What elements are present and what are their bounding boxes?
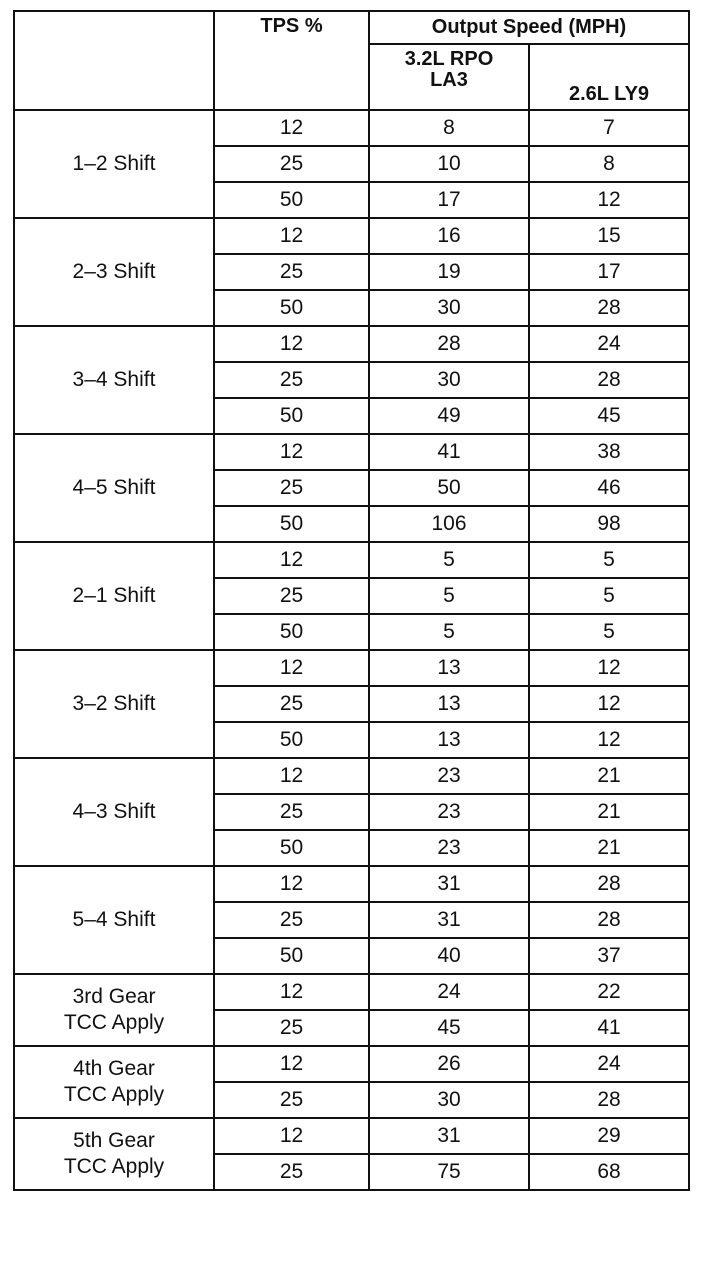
tps-cell: 25: [214, 470, 369, 506]
shift-label: 3–4 Shift: [14, 326, 214, 434]
tps-cell: 25: [214, 1154, 369, 1190]
speed-26-cell: 7: [529, 110, 689, 146]
speed-32-cell: 26: [369, 1046, 529, 1082]
shift-label: 4th Gear TCC Apply: [14, 1046, 214, 1118]
shift-label: 5th Gear TCC Apply: [14, 1118, 214, 1190]
speed-32-cell: 19: [369, 254, 529, 290]
speed-26-cell: 68: [529, 1154, 689, 1190]
speed-32-cell: 5: [369, 614, 529, 650]
table-row: [14, 866, 689, 902]
speed-32-cell: 23: [369, 758, 529, 794]
speed-26-cell: 46: [529, 470, 689, 506]
speed-26-cell: 5: [529, 614, 689, 650]
blank-header-cell: [14, 11, 214, 110]
speed-32-cell: 30: [369, 362, 529, 398]
tps-cell: 12: [214, 218, 369, 254]
speed-26-cell: 17: [529, 254, 689, 290]
speed-32-cell: 31: [369, 902, 529, 938]
speed-32-cell: 13: [369, 722, 529, 758]
tps-cell: 12: [214, 758, 369, 794]
table-row: [14, 758, 689, 794]
tps-cell: 25: [214, 686, 369, 722]
tps-cell: 12: [214, 650, 369, 686]
tps-cell: 12: [214, 1046, 369, 1082]
table-row: [14, 326, 689, 362]
speed-26-cell: 21: [529, 758, 689, 794]
speed-32-cell: 75: [369, 1154, 529, 1190]
speed-32-cell: 5: [369, 542, 529, 578]
speed-26-cell: 12: [529, 686, 689, 722]
tps-cell: 25: [214, 794, 369, 830]
tps-cell: 12: [214, 974, 369, 1010]
engine-32-header: 3.2L RPO LA3: [369, 44, 529, 110]
speed-26-cell: 21: [529, 794, 689, 830]
tps-cell: 50: [214, 290, 369, 326]
shift-label: 3–2 Shift: [14, 650, 214, 758]
tps-cell: 12: [214, 110, 369, 146]
speed-32-cell: 41: [369, 434, 529, 470]
speed-32-cell: 5: [369, 578, 529, 614]
speed-26-cell: 15: [529, 218, 689, 254]
speed-32-cell: 8: [369, 110, 529, 146]
speed-32-cell: 24: [369, 974, 529, 1010]
speed-32-cell: 23: [369, 830, 529, 866]
tps-cell: 50: [214, 938, 369, 974]
tps-cell: 25: [214, 1082, 369, 1118]
speed-32-cell: 45: [369, 1010, 529, 1046]
speed-26-cell: 24: [529, 326, 689, 362]
speed-32-cell: 10: [369, 146, 529, 182]
shift-speed-table: [13, 10, 690, 1191]
table-row: [14, 650, 689, 686]
speed-26-cell: 28: [529, 866, 689, 902]
speed-32-cell: 30: [369, 1082, 529, 1118]
speed-26-cell: 12: [529, 650, 689, 686]
tps-cell: 25: [214, 578, 369, 614]
speed-32-cell: 40: [369, 938, 529, 974]
speed-26-cell: 24: [529, 1046, 689, 1082]
speed-32-cell: 28: [369, 326, 529, 362]
speed-26-cell: 28: [529, 1082, 689, 1118]
shift-label: 2–1 Shift: [14, 542, 214, 650]
speed-26-cell: 28: [529, 290, 689, 326]
table-row: [14, 110, 689, 146]
tps-cell: 12: [214, 866, 369, 902]
tps-cell: 50: [214, 398, 369, 434]
tps-header: TPS %: [214, 11, 369, 110]
speed-32-cell: 49: [369, 398, 529, 434]
tps-cell: 50: [214, 506, 369, 542]
table-body: [14, 110, 689, 1190]
speed-26-cell: 12: [529, 182, 689, 218]
table-row: [14, 218, 689, 254]
speed-32-cell: 16: [369, 218, 529, 254]
speed-32-cell: 13: [369, 650, 529, 686]
speed-26-cell: 29: [529, 1118, 689, 1154]
tps-cell: 12: [214, 542, 369, 578]
speed-26-cell: 12: [529, 722, 689, 758]
tps-cell: 50: [214, 182, 369, 218]
tps-cell: 50: [214, 722, 369, 758]
engine-26-header: 2.6L LY9: [529, 44, 689, 110]
tps-cell: 12: [214, 1118, 369, 1154]
tps-cell: 12: [214, 326, 369, 362]
table-row: [14, 434, 689, 470]
speed-26-cell: 28: [529, 362, 689, 398]
speed-26-cell: 22: [529, 974, 689, 1010]
speed-26-cell: 28: [529, 902, 689, 938]
speed-32-cell: 17: [369, 182, 529, 218]
shift-label: 4–5 Shift: [14, 434, 214, 542]
speed-26-cell: 41: [529, 1010, 689, 1046]
table-header: [14, 11, 689, 110]
shift-label: 5–4 Shift: [14, 866, 214, 974]
shift-label: 2–3 Shift: [14, 218, 214, 326]
speed-32-cell: 13: [369, 686, 529, 722]
table-row: [14, 1046, 689, 1082]
speed-26-cell: 21: [529, 830, 689, 866]
tps-cell: 12: [214, 434, 369, 470]
table-row: [14, 974, 689, 1010]
speed-26-cell: 98: [529, 506, 689, 542]
speed-32-cell: 23: [369, 794, 529, 830]
shift-label: 1–2 Shift: [14, 110, 214, 218]
tps-cell: 50: [214, 614, 369, 650]
speed-26-cell: 37: [529, 938, 689, 974]
speed-32-cell: 30: [369, 290, 529, 326]
tps-cell: 25: [214, 146, 369, 182]
speed-26-cell: 5: [529, 578, 689, 614]
speed-26-cell: 45: [529, 398, 689, 434]
tps-cell: 25: [214, 1010, 369, 1046]
tps-cell: 25: [214, 362, 369, 398]
output-speed-header: Output Speed (MPH): [369, 11, 689, 44]
tps-cell: 25: [214, 902, 369, 938]
tps-cell: 25: [214, 254, 369, 290]
speed-26-cell: 8: [529, 146, 689, 182]
speed-32-cell: 31: [369, 1118, 529, 1154]
speed-26-cell: 38: [529, 434, 689, 470]
shift-label: 3rd Gear TCC Apply: [14, 974, 214, 1046]
table-row: [14, 542, 689, 578]
table-row: [14, 1118, 689, 1154]
speed-32-cell: 31: [369, 866, 529, 902]
shift-label: 4–3 Shift: [14, 758, 214, 866]
speed-32-cell: 50: [369, 470, 529, 506]
speed-32-cell: 106: [369, 506, 529, 542]
speed-26-cell: 5: [529, 542, 689, 578]
tps-cell: 50: [214, 830, 369, 866]
